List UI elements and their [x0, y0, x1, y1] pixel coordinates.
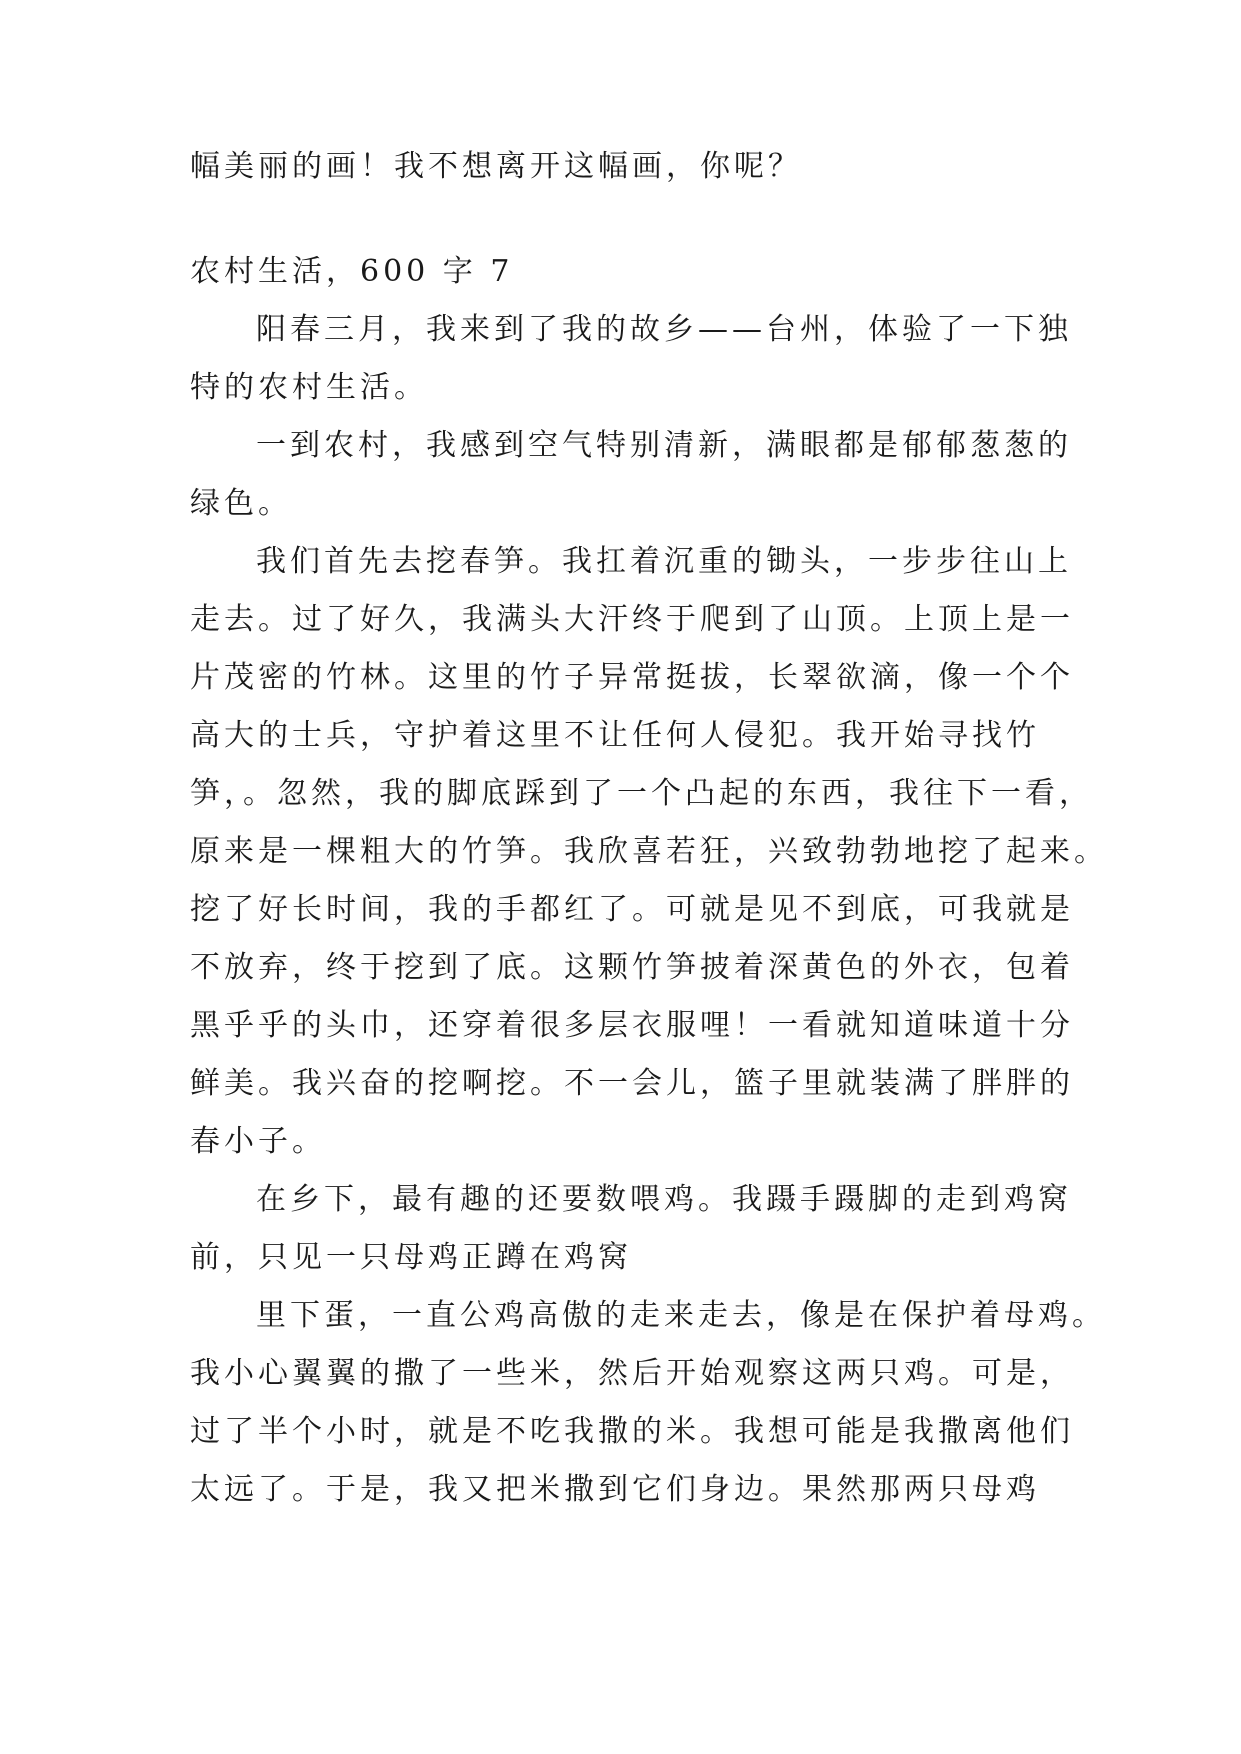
paragraph-line: 不放弃，终于挖到了底。这颗竹笋披着深黄色的外衣，包着 [190, 950, 1074, 985]
paragraph-line: 黑乎乎的头巾，还穿着很多层衣服哩！一看就知道味道十分 [190, 1008, 1074, 1043]
paragraph-line: 太远了。于是，我又把米撒到它们身边。果然那两只母鸡 [190, 1472, 1040, 1507]
paragraph-line: 前，只见一只母鸡正蹲在鸡窝 [190, 1240, 632, 1275]
paragraph-line: 我小心翼翼的撒了一些米，然后开始观察这两只鸡。可是， [190, 1356, 1074, 1391]
paragraph-line: 绿色。 [190, 486, 292, 521]
paragraph-line: 挖了好长时间，我的手都红了。可就是见不到底，可我就是 [190, 892, 1074, 927]
section-title: 农村生活，600 字 7 [190, 254, 514, 289]
paragraph-line: 高大的士兵，守护着这里不让任何人侵犯。我开始寻找竹 [190, 718, 1040, 753]
paragraph-line: 里下蛋，一直公鸡高傲的走来走去，像是在保护着母鸡。 [256, 1298, 1106, 1333]
paragraph-line: 原来是一棵粗大的竹笋。我欣喜若狂，兴致勃勃地挖了起来。 [190, 834, 1108, 869]
paragraph-line: 鲜美。我兴奋的挖啊挖。不一会儿，篮子里就装满了胖胖的 [190, 1066, 1074, 1101]
paragraph-line: 春小子。 [190, 1124, 326, 1159]
intro-line: 幅美丽的画！我不想离开这幅画，你呢？ [190, 149, 802, 184]
paragraph-line: 阳春三月，我来到了我的故乡——台州，体验了一下独 [256, 312, 1072, 347]
article-body [190, 243, 1108, 1519]
paragraph-line: 在乡下，最有趣的还要数喂鸡。我蹑手蹑脚的走到鸡窝 [256, 1182, 1072, 1217]
paragraph-line: 走去。过了好久，我满头大汗终于爬到了山顶。上顶上是一 [190, 602, 1074, 637]
paragraph-line: 片茂密的竹林。这里的竹子异常挺拔，长翠欲滴，像一个个 [190, 660, 1074, 695]
paragraph-line: 特的农村生活。 [190, 370, 428, 405]
paragraph-line: 我们首先去挖春笋。我扛着沉重的锄头，一步步往山上 [256, 544, 1072, 579]
paragraph-line: 过了半个小时，就是不吃我撒的米。我想可能是我撒离他们 [190, 1414, 1074, 1449]
paragraph-line: 一到农村，我感到空气特别清新，满眼都是郁郁葱葱的 [256, 428, 1072, 463]
paragraph-line: 笋，。忽然，我的脚底踩到了一个凸起的东西，我往下一看， [190, 776, 1093, 811]
intro-text [190, 138, 1060, 196]
